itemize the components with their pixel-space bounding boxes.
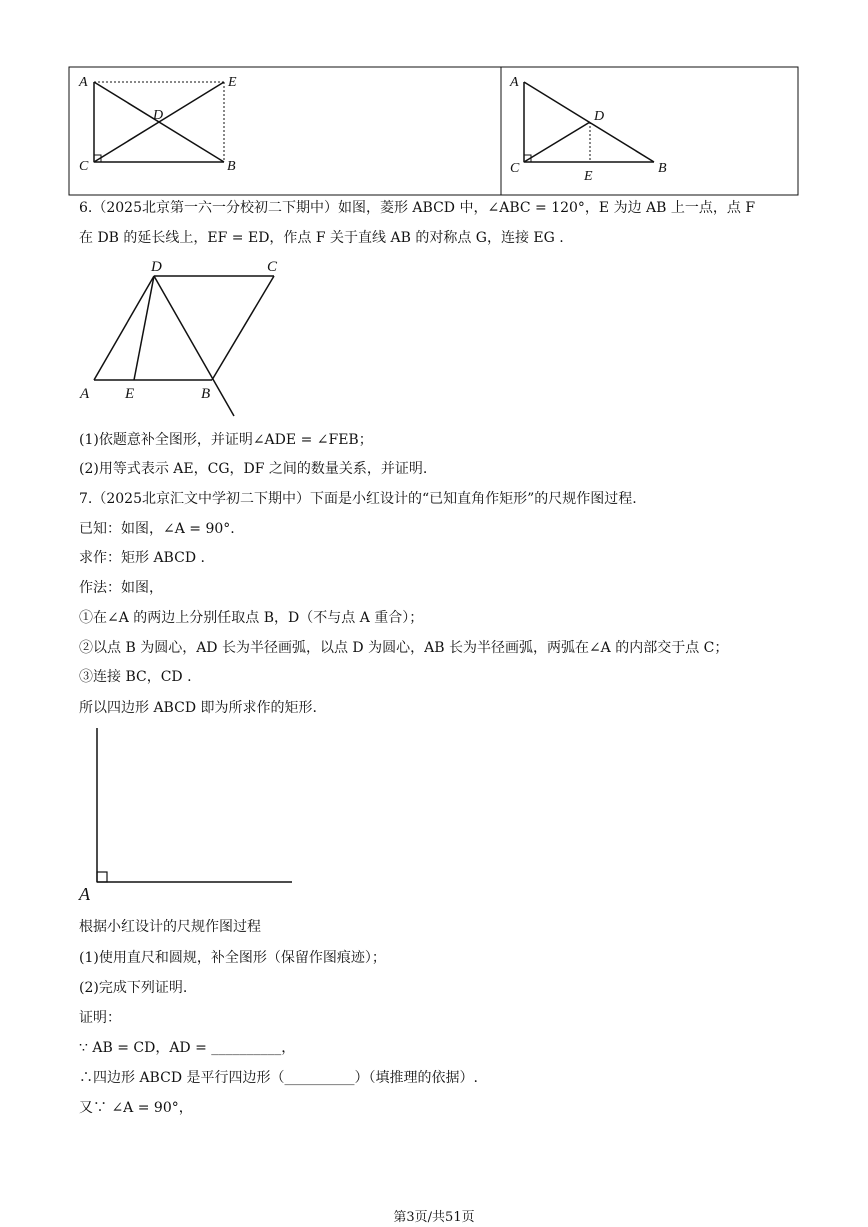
q7-part1: (1)使用直尺和圆规，补全图形（保留作图痕迹）； <box>79 950 386 966</box>
q6-line1: 6.（2025北京第一六一分校初二下期中）如图，菱形 ABCD 中，∠ABC = 120°，E 为边 AB 上一点，点 F <box>79 200 756 216</box>
top-figure-table <box>0 0 868 205</box>
q6-part2: (2)用等式表示 AE，CG，DF 之间的数量关系，并证明. <box>79 461 428 477</box>
q7-step1: ①在∠A 的两边上分别任取点 B，D（不与点 A 重合）； <box>79 610 424 626</box>
label-D: D <box>594 109 605 124</box>
q7-known: 已知：如图，∠A = 90°. <box>79 521 235 537</box>
label-E: E <box>125 386 135 402</box>
q7-proof-title: 证明： <box>79 1010 121 1026</box>
label-D: D <box>151 259 162 275</box>
q7-proof3: 又∵ ∠A = 90°， <box>79 1100 193 1116</box>
q7-step2: ②以点 B 为圆心，AD 长为半径画弧，以点 D 为圆心，AB 长为半径画弧，两弧在∠A 的内部交于点 C； <box>79 640 729 656</box>
page-footer: 第3页/共51页 <box>393 1210 475 1225</box>
q7-figure <box>0 720 320 910</box>
label-C: C <box>79 159 89 174</box>
label-A: A <box>79 884 90 904</box>
q7-conclusion: 所以四边形 ABCD 即为所求作的矩形. <box>79 700 317 716</box>
label-C: C <box>267 259 278 275</box>
label-A: A <box>79 75 88 90</box>
left-figure <box>78 75 237 174</box>
q7-ask: 求作：矩形 ABCD . <box>79 550 205 566</box>
label-B: B <box>201 386 211 402</box>
q7-according: 根据小红设计的尺规作图过程 <box>79 919 261 935</box>
label-E: E <box>228 75 237 90</box>
label-B: B <box>658 161 667 176</box>
label-B: B <box>227 159 236 174</box>
q7-line1: 7.（2025北京汇文中学初二下期中）下面是小红设计的“已知直角作矩形”的尺规作图过程. <box>79 491 637 507</box>
q6-part1: (1)依题意补全图形，并证明∠ADE = ∠FEB； <box>79 432 373 448</box>
q7-part2: (2)完成下列证明. <box>79 980 188 996</box>
label-C: C <box>510 161 520 176</box>
label-A: A <box>510 75 519 90</box>
label-D: D <box>153 108 164 123</box>
label-A: A <box>80 386 90 402</box>
q7-step3: ③连接 BC，CD . <box>79 669 192 685</box>
q7-method: 作法：如图， <box>79 580 163 596</box>
q7-proof2: ∴四边形 ABCD 是平行四边形（__________）（填推理的依据）. <box>79 1070 478 1086</box>
right-figure <box>509 75 667 184</box>
label-E: E <box>584 169 593 184</box>
table-border <box>69 67 798 195</box>
q7-proof1: ∵ AB = CD，AD = __________， <box>79 1040 296 1056</box>
q6-figure <box>0 250 300 420</box>
q6-line2: 在 DB 的延长线上，EF = ED，作点 F 关于直线 AB 的对称点 G，连接 EG . <box>79 230 564 246</box>
